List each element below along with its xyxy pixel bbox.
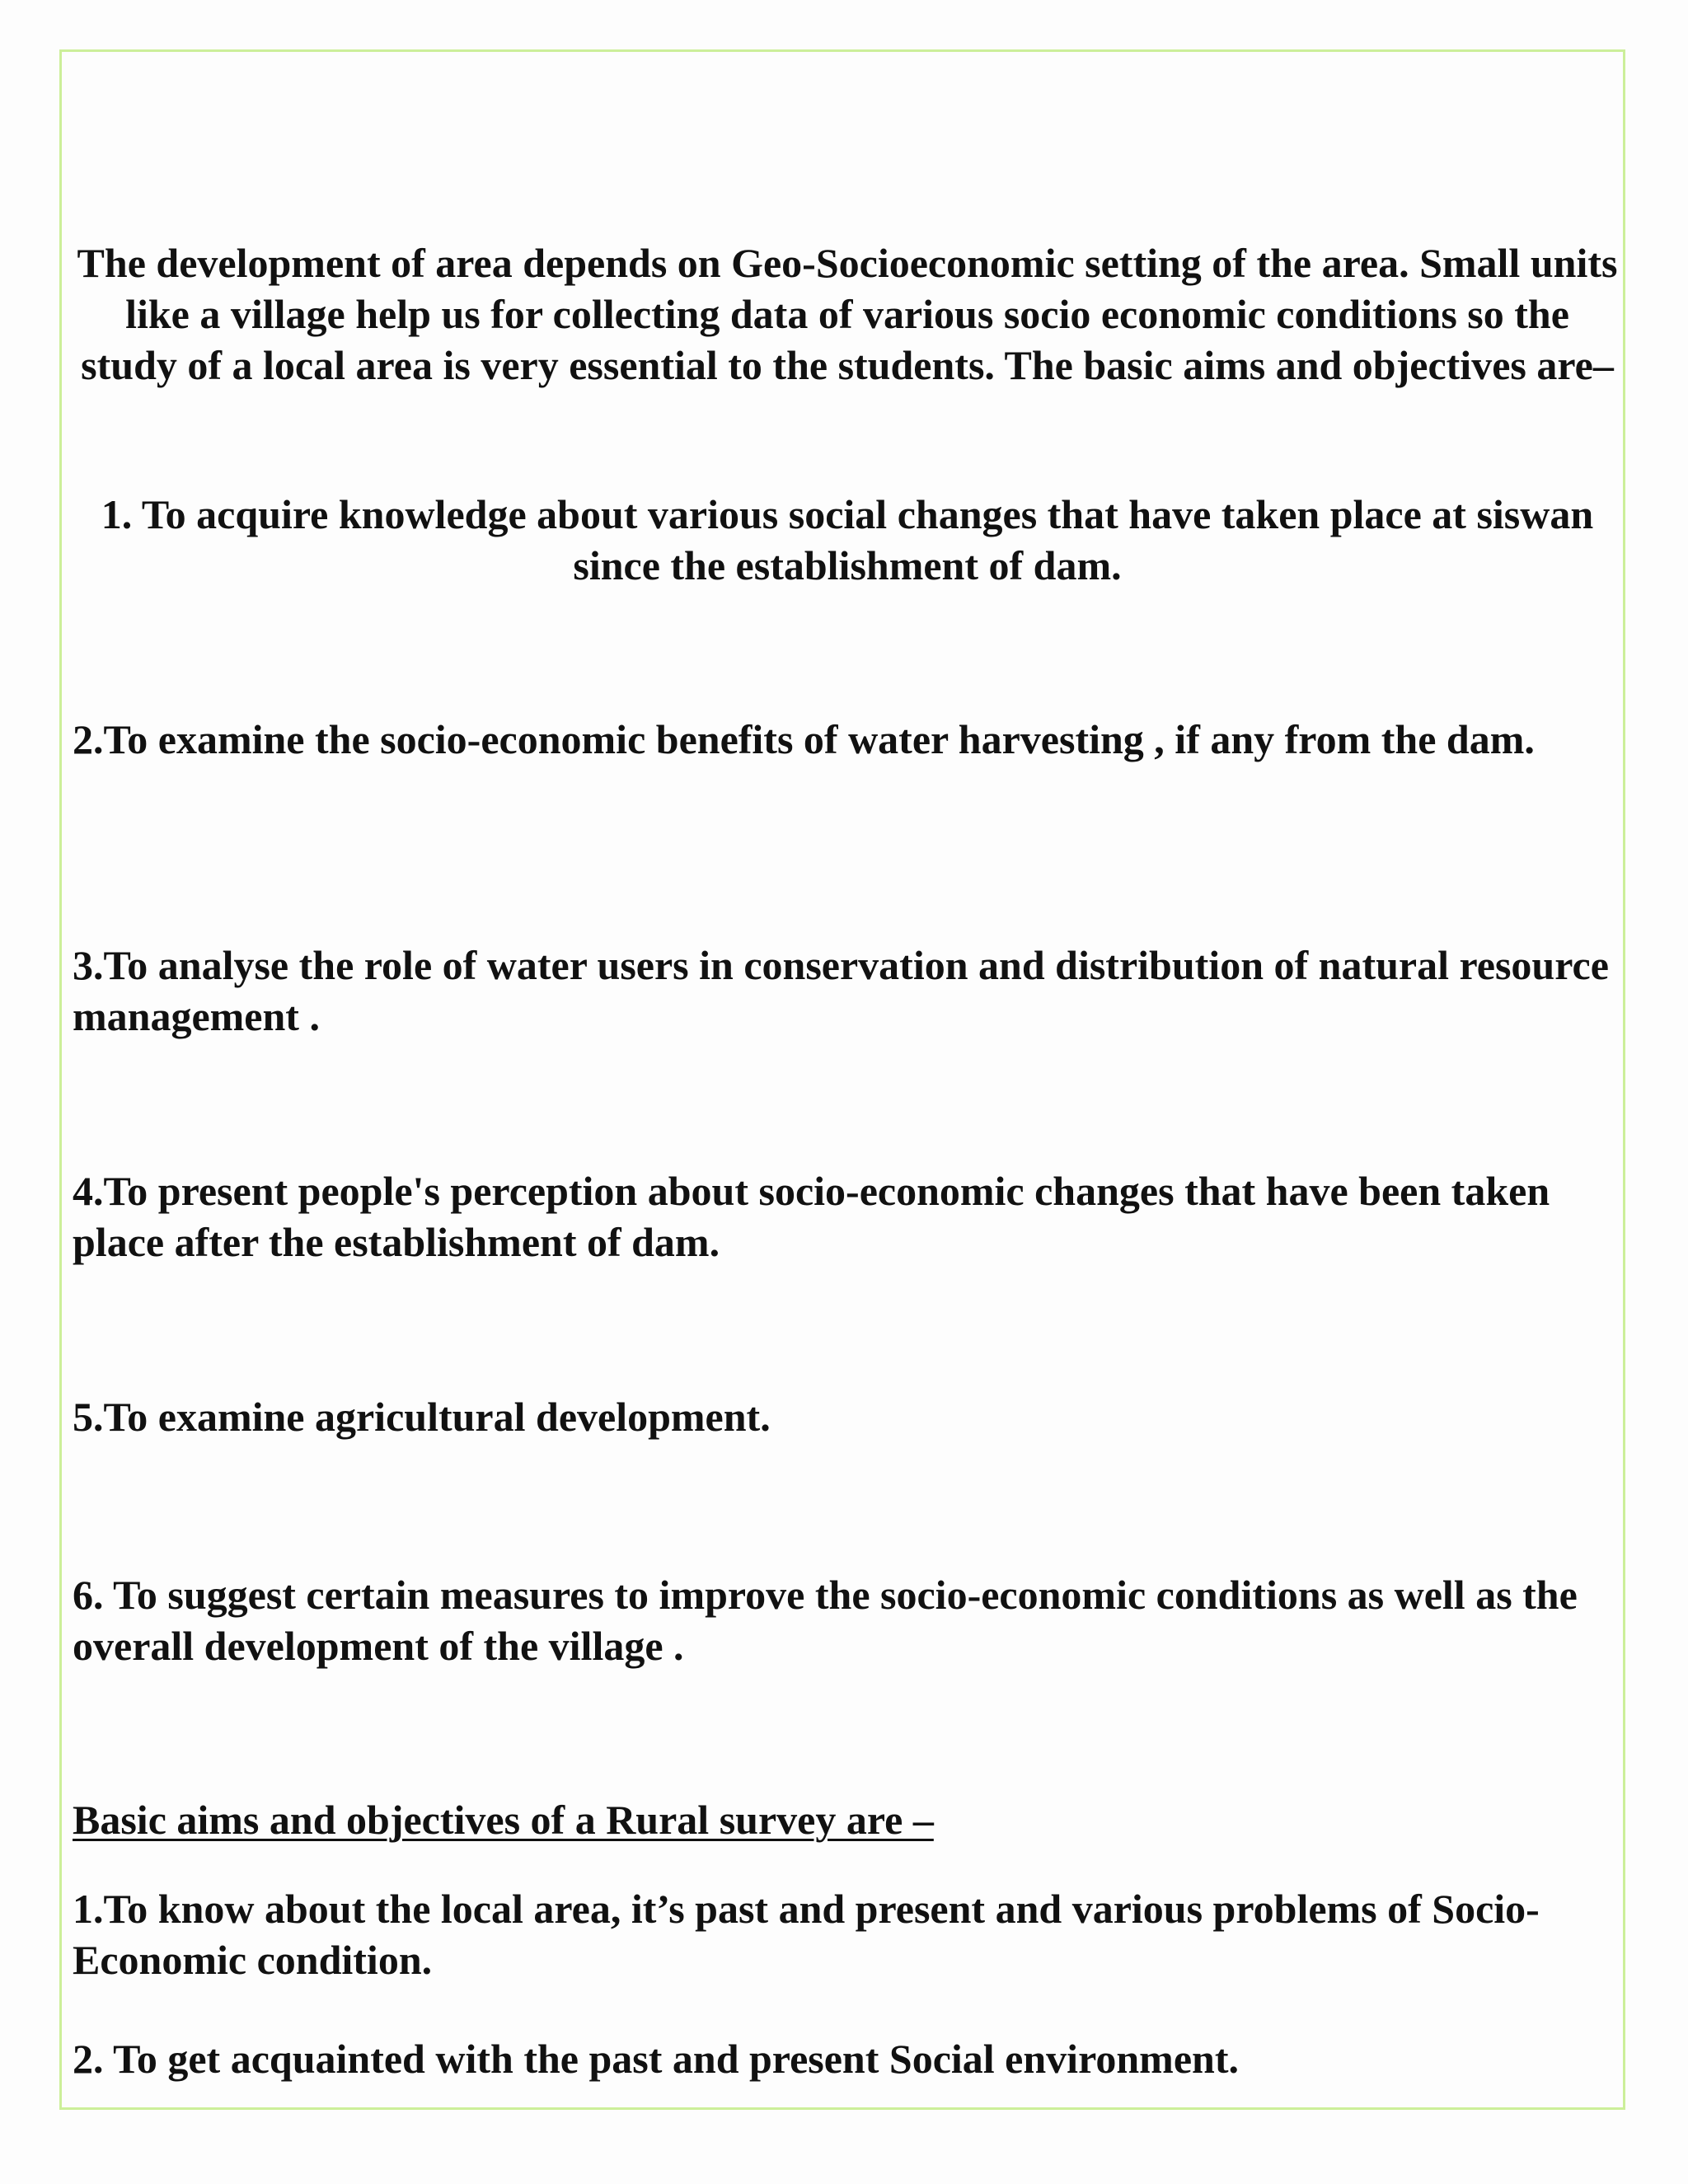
rural-survey-item-2: 2. To get acquainted with the past and present Social environment. [73,2036,1239,2082]
rural-survey-item-1: 1.To know about the local area, it’s past and present and various problems of Socio-Economic condition. [73,1886,1540,1983]
objective-item-5: 5.To examine agricultural development. [73,1394,771,1440]
rural-survey-heading: Basic aims and objectives of a Rural survey are – [73,1797,934,1843]
objective-item-3: 3.To analyse the role of water users in conservation and distribution of natural resource management . [73,942,1609,1039]
intro-paragraph: The development of area depends on Geo-Socioeconomic setting of the area. Small units like a village help us for collecting data of various socio economic conditions so the study of a local area is very essential to the students. The basic aims and objectives are– [77,240,1618,388]
objective-item-2: 2.To examine the socio-economic benefits of water harvesting , if any from the dam. [73,716,1535,762]
objective-item-4: 4.To present people's perception about socio-economic changes that have been taken place after the establishment of dam. [73,1168,1550,1265]
objective-item-1: 1. To acquire knowledge about various social changes that have taken place at siswan since the establishment of dam. [101,491,1594,588]
objective-item-6: 6. To suggest certain measures to improve the socio-economic conditions as well as the overall development of the village . [73,1572,1578,1669]
